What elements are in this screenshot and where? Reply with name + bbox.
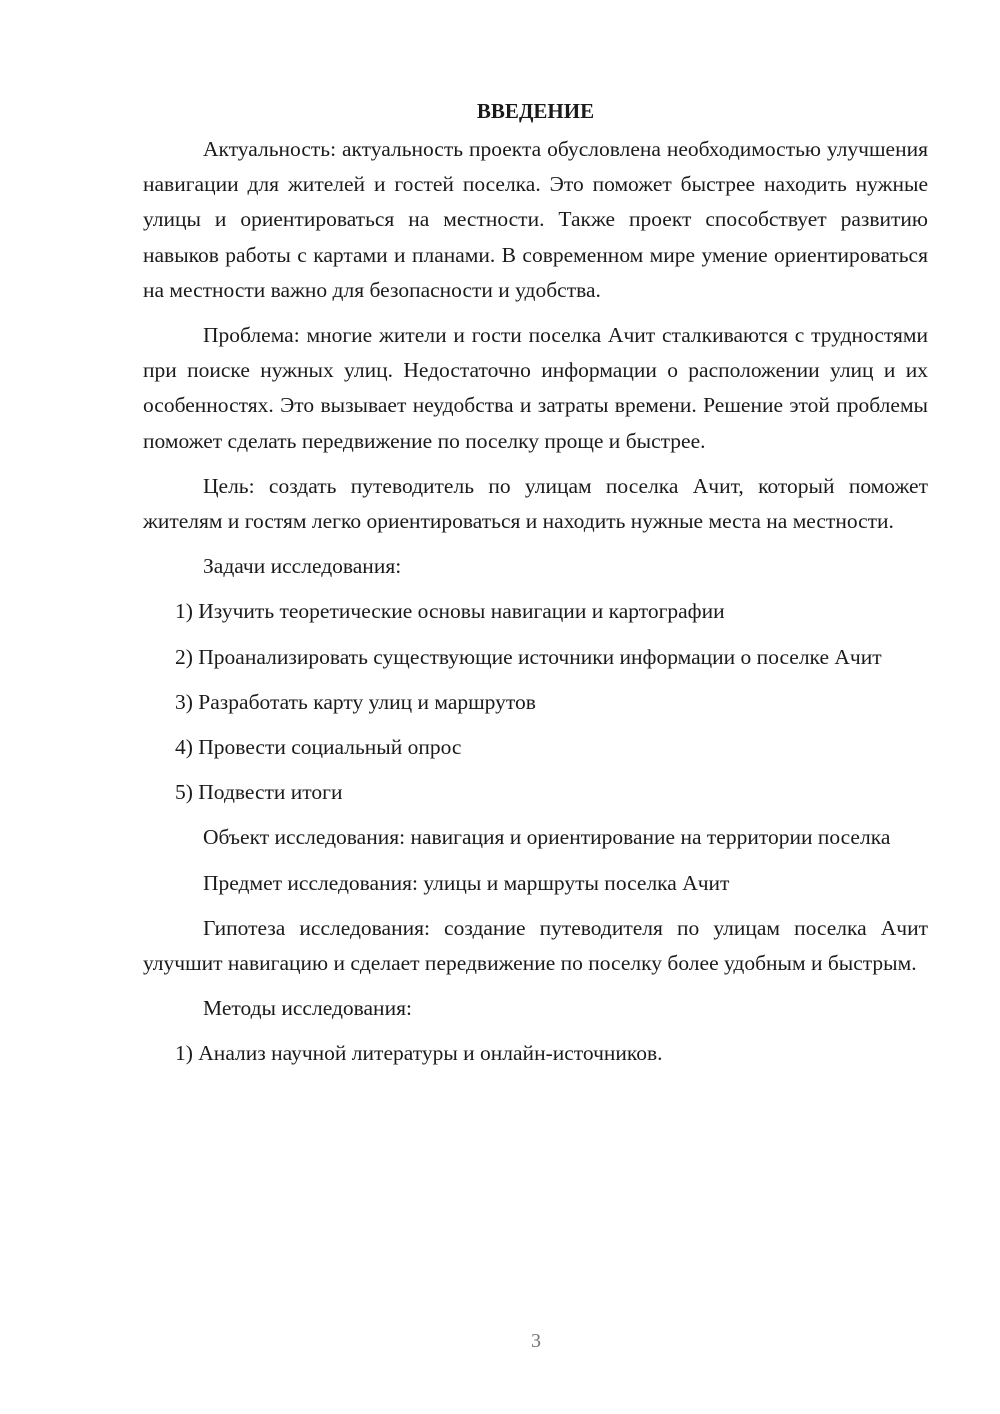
task-item-3: 3) Разработать карту улиц и маршрутов xyxy=(175,689,536,714)
method-item-1: 1) Анализ научной литературы и онлайн-источников. xyxy=(175,1041,663,1066)
subject-paragraph: Предмет исследования: улицы и маршруты поселка Ачит xyxy=(203,870,730,895)
task-item-2: 2) Проанализировать существующие источники информации о поселке Ачит xyxy=(175,644,882,669)
document-page xyxy=(143,92,928,1082)
relevance-paragraph: Актуальность: актуальность проекта обусловлена необходимостью улучшения навигации для жителей и гостей поселка. Это поможет быстрее находить нужные улицы и ориентироваться на местности. Также проект способствует развитию навыков работы с картами и планами. В современном мире умение ориентироваться на местности важно для безопасности и удобства. xyxy=(143,137,928,302)
hypothesis-paragraph: Гипотеза исследования: создание путеводителя по улицам поселка Ачит улучшит навигацию и сделает передвижение по поселку более удобным и быстрым. xyxy=(143,915,928,976)
problem-paragraph: Проблема: многие жители и гости поселка Ачит сталкиваются с трудностями при поиске нужных улиц. Недостаточно информации о расположении улиц и их особенностях. Это вызывает неудобства и затраты времени. Решение этой проблемы поможет сделать передвижение по поселку проще и быстрее. xyxy=(143,323,928,453)
task-item-4: 4) Провести социальный опрос xyxy=(175,735,462,760)
goal-paragraph: Цель: создать путеводитель по улицам поселка Ачит, который поможет жителям и гостям легко ориентироваться и находить нужные места на местности. xyxy=(143,473,928,534)
page-number: 3 xyxy=(531,1330,541,1352)
task-item-5: 5) Подвести итоги xyxy=(175,780,343,805)
methods-heading: Методы исследования: xyxy=(203,996,412,1021)
task-item-1: 1) Изучить теоретические основы навигации и картографии xyxy=(175,599,725,624)
tasks-heading: Задачи исследования: xyxy=(203,554,402,579)
page-title: ВВЕДЕНИЕ xyxy=(476,99,595,123)
object-paragraph: Объект исследования: навигация и ориентирование на территории поселка xyxy=(203,825,891,850)
